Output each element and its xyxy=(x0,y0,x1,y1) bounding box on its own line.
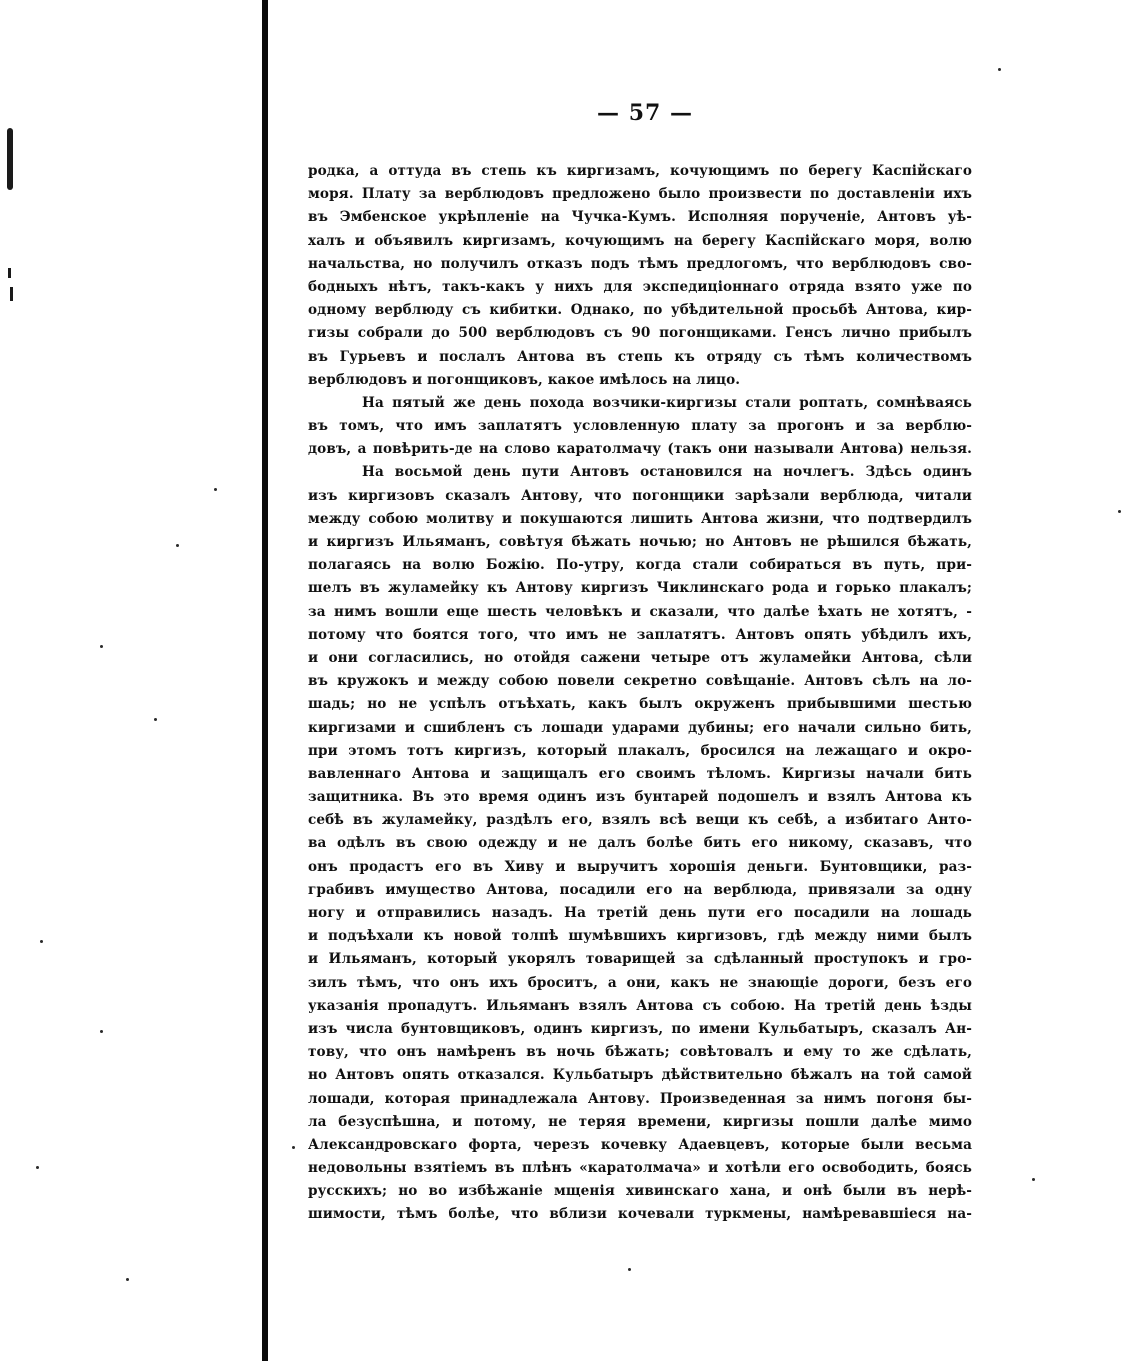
text-line: потому что боятся того, что имъ не заплатятъ. Антовъ опять убѣдилъ ихъ, xyxy=(308,626,972,643)
text-line: при этомъ тотъ киргизъ, который плакалъ, бросился на лежащаго и окро- xyxy=(308,742,972,759)
margin-mark xyxy=(8,268,11,278)
dust-speck xyxy=(36,1166,39,1169)
text-line: въ Эмбенское укрѣпленіе на Чучка-Кумъ. Исполняя порученіе, Антовъ уѣ- xyxy=(308,209,972,226)
text-line: между собою молитву и покушаются лишить Антова жизни, что подтвердилъ xyxy=(308,510,972,527)
text-line: въ Гурьевъ и послалъ Антова въ степь къ отряду съ тѣмъ количествомъ xyxy=(308,348,972,365)
text-line: и Ильяманъ, который укорялъ товарищей за сдѣланный проступокъ и гро- xyxy=(308,951,972,968)
text-line: тову, что онъ намѣренъ въ ночь бѣжать; совѣтовалъ и ему то же сдѣлать, xyxy=(308,1044,972,1061)
text-line: и они согласились, но отойдя сажени четыре отъ жуламейки Антова, сѣли xyxy=(308,649,972,666)
text-line: и подъѣхали къ новой толпѣ шумѣвшихъ киргизовъ, гдѣ между ними былъ xyxy=(308,928,972,945)
text-line: и киргизъ Ильяманъ, совѣтуя бѣжать ночью; но Антовъ не рѣшился бѣжать, xyxy=(308,534,972,550)
dust-speck xyxy=(214,488,217,491)
text-line: довъ, а повѣрить-де на слово каратолмачу (такъ они называли Антова) нельзя. xyxy=(308,441,972,458)
dust-speck xyxy=(1118,510,1121,513)
text-line: моря. Плату за верблюдовъ предложено было произвести по доставленіи ихъ xyxy=(308,186,972,203)
text-line: недовольны взятіемъ въ плѣнъ «каратолмача» и хотѣли его освободить, боясь xyxy=(308,1160,972,1177)
text-line: за нимъ вошли еще шесть человѣкъ и сказали, что далѣе ѣхать не хотятъ, - xyxy=(308,603,972,620)
text-line: но Антовъ опять отказался. Кульбатыръ дѣйствительно бѣжалъ на той самой xyxy=(308,1067,972,1084)
paragraph-first-line: На пятый же день похода возчики-киргизы стали роптать, сомнѣваясь xyxy=(362,394,972,411)
dust-speck xyxy=(292,1146,295,1149)
text-line: изъ числа бунтовщиковъ, одинъ киргизъ, по имени Кульбатыръ, сказалъ Ан- xyxy=(308,1020,972,1037)
dust-speck xyxy=(998,68,1001,71)
text-line: полагаясь на волю Божію. По-утру, когда стали собираться въ путь, при- xyxy=(308,557,972,574)
text-line: киргизами и сшибленъ съ лошади ударами дубины; его начали сильно бить, xyxy=(308,719,972,736)
text-line: верблюдовъ и погонщиковъ, какое имѣлось на лицо. xyxy=(308,371,741,388)
text-line: шимости, тѣмъ болѣе, что вблизи кочевали туркмены, намѣревавшіеся на- xyxy=(308,1206,972,1223)
dust-speck xyxy=(100,1030,103,1033)
text-line: одному верблюду съ кибитки. Однако, по убѣдительной просьбѣ Антова, кир- xyxy=(308,302,972,319)
text-line: халъ и объявилъ киргизамъ, кочующимъ на берегу Каспійскаго моря, волю xyxy=(308,232,972,249)
text-line: ва одѣлъ въ свою одежду и не далъ болѣе бить его никому, сказавъ, что xyxy=(308,835,972,852)
text-line: грабивъ имущество Антова, посадили его на верблюда, привязали за одну xyxy=(308,881,972,898)
text-line: шелъ въ жуламейку къ Антову киргизъ Чиклинскаго рода и горько плакалъ; xyxy=(308,580,972,597)
body-text xyxy=(308,160,972,1227)
dust-speck xyxy=(126,1278,129,1281)
text-line: бодныхъ нѣтъ, такъ-какъ у нихъ для экспедиціоннаго отряда взято уже по xyxy=(308,278,972,295)
text-line: лошади, которая принадлежала Антову. Произведенная за нимъ погоня бы- xyxy=(308,1090,972,1107)
text-line: указанія пропадутъ. Ильяманъ взялъ Антова съ собою. На третій день ѣзды xyxy=(308,997,972,1014)
text-line: вавленнаго Антова и защищалъ его своимъ тѣломъ. Киргизы начали бить xyxy=(308,765,972,782)
text-line: шадь; но не успѣлъ отъѣхать, какъ былъ окруженъ прибывшими шестью xyxy=(308,696,972,713)
text-line: въ кружокъ и между собою повели секретно совѣщаніе. Антовъ сѣлъ на ло- xyxy=(308,673,972,690)
text-line: начальства, но получилъ отказъ подъ тѣмъ предлогомъ, что верблюдовъ сво- xyxy=(308,255,972,272)
text-line: онъ продастъ его въ Хиву и выручитъ хорошія деньги. Бунтовщики, раз- xyxy=(308,858,972,875)
margin-mark xyxy=(7,128,13,190)
paragraph-first-line: На восьмой день пути Антовъ остановился на ночлегъ. Здѣсь одинъ xyxy=(362,464,972,481)
dust-speck xyxy=(100,645,103,648)
dust-speck xyxy=(628,1268,631,1271)
text-line: зилъ тѣмъ, что онъ ихъ броситъ, а они, какъ не знающіе дороги, безъ его xyxy=(308,974,972,991)
page-number: — 57 — xyxy=(597,100,693,126)
dust-speck xyxy=(40,940,43,943)
text-line: ла безуспѣшна, и потому, не теряя времени, киргизы пошли далѣе мимо xyxy=(308,1113,972,1130)
text-line: ногу и отправились назадъ. На третій день пути его посадили на лошадь xyxy=(308,905,972,921)
text-line: русскихъ; но во избѣжаніе мщенія хивинскаго хана, и онѣ были въ нерѣ- xyxy=(308,1183,972,1200)
text-line: себѣ въ жуламейку, раздѣлъ его, взялъ всѣ вещи къ себѣ, а избитаго Анто- xyxy=(308,812,972,829)
binding-edge-line xyxy=(262,0,268,1361)
text-line: въ томъ, что имъ заплатятъ условленную плату за прогонъ и за верблю- xyxy=(308,418,972,435)
dust-speck xyxy=(154,718,157,721)
margin-mark xyxy=(10,287,13,301)
dust-speck xyxy=(176,544,179,547)
text-line: родка, а оттуда въ степь къ киргизамъ, кочующимъ по берегу Каспійскаго xyxy=(308,163,972,179)
text-line: гизы собрали до 500 верблюдовъ съ 90 погонщиками. Генсъ лично прибылъ xyxy=(308,325,972,342)
dust-speck xyxy=(1032,1178,1035,1181)
text-line: изъ киргизовъ сказалъ Антову, что погонщики зарѣзали верблюда, читали xyxy=(308,487,972,504)
text-line: Александровскаго форта, черезъ кочевку Адаевцевъ, которые были весьма xyxy=(308,1136,972,1153)
text-line: защитника. Въ это время одинъ изъ бунтарей подошелъ и взялъ Антова къ xyxy=(308,789,972,806)
